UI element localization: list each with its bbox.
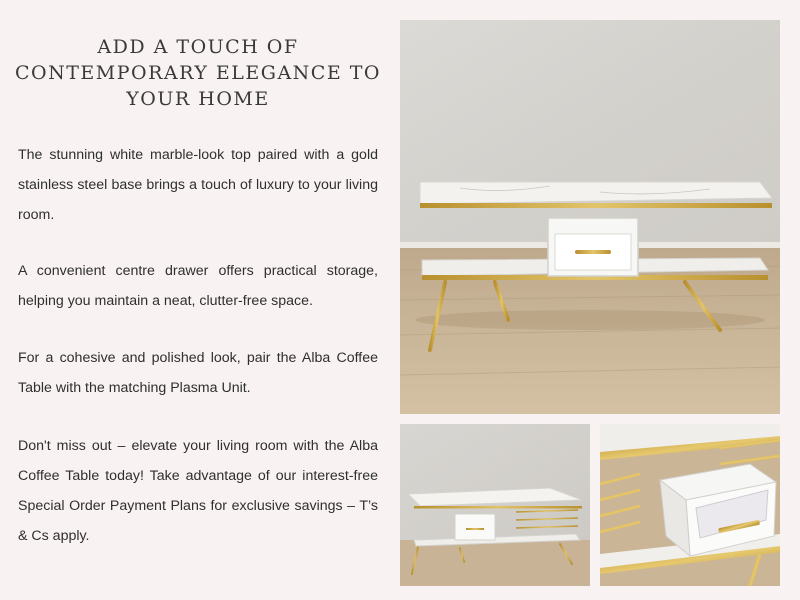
section-heading: ADD A TOUCH OF CONTEMPORARY ELEGANCE TO YOUR HOME [14,36,381,110]
coffee-table-front-photo [400,20,780,414]
description-paragraph-2: A convenient centre drawer offers practical storage, helping you maintain a neat, clutter-free space. [18,263,378,309]
description-paragraph-3: For a cohesive and polished look, pair the Alba Coffee Table with the matching Plasma Unit. [18,350,378,396]
description-paragraph-4: Don't miss out – elevate your living room with the Alba Coffee Table today! Take advantage of our interest-free Special Order Payment Plans for exclusive savings – T’s & Cs apply. [18,438,378,544]
text-column [0,0,396,600]
drawer-closeup-photo [600,424,780,586]
description-paragraph-1: The stunning white marble-look top paired with a gold stainless steel base brings a touch of luxury to your living room. [18,147,378,223]
coffee-table-angle-photo [400,424,590,586]
